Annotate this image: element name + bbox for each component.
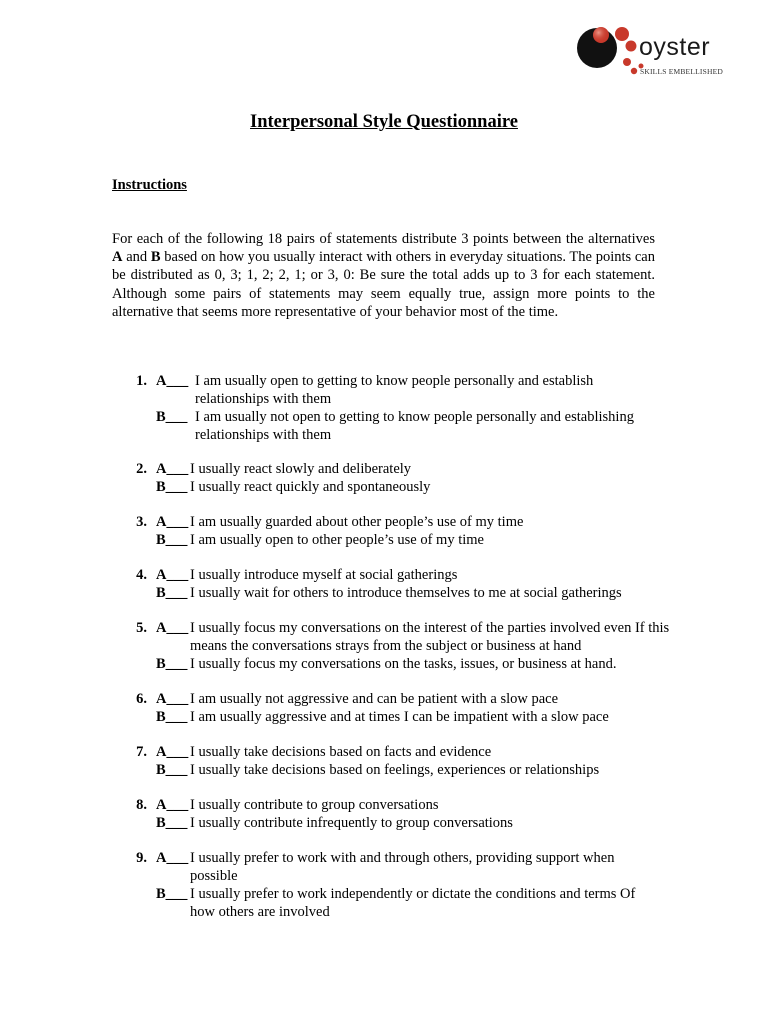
answer-blank-b[interactable]: B___ (156, 762, 188, 778)
statement-b: I am usually aggressive and at times I can be impatient with a slow pace (190, 709, 609, 725)
answer-blank-a[interactable]: A___ (156, 850, 189, 866)
question-5 (0, 619, 768, 673)
logo-wordmark: oyster (639, 33, 711, 61)
oyster-logo-icon (575, 22, 645, 80)
answer-blank-b[interactable]: B___ (156, 886, 188, 902)
question-number: 6. (136, 691, 147, 707)
oyster-logo (575, 22, 725, 80)
answer-blank-b[interactable]: B___ (156, 479, 188, 495)
page-title: Interpersonal Style Questionnaire (250, 112, 518, 132)
statement-a: I usually prefer to work with and through others, providing support when possible (190, 850, 615, 884)
question-7 (0, 743, 768, 779)
statement-a: I usually react slowly and deliberately (190, 461, 412, 477)
answer-blank-a[interactable]: A___ (156, 373, 189, 389)
question-1 (0, 372, 768, 444)
answer-blank-a[interactable]: A___ (156, 461, 189, 477)
question-8 (0, 796, 768, 832)
question-number: 5. (136, 620, 147, 636)
question-4 (0, 566, 768, 602)
statement-b: I usually wait for others to introduce themselves to me at social gatherings (190, 585, 622, 601)
question-number: 4. (136, 567, 147, 583)
question-number: 1. (136, 373, 147, 389)
answer-blank-a[interactable]: A___ (156, 691, 189, 707)
answer-blank-a[interactable]: A___ (156, 620, 189, 636)
answer-blank-a[interactable]: A___ (156, 797, 189, 813)
statement-a: I usually introduce myself at social gatherings (190, 567, 458, 583)
answer-blank-b[interactable]: B___ (156, 532, 188, 548)
question-number: 8. (136, 797, 147, 813)
question-list (0, 372, 768, 938)
statement-b: I am usually not open to getting to know people personally and establishing relationships with them (195, 409, 634, 443)
question-number: 2. (136, 461, 147, 477)
answer-blank-b[interactable]: B___ (156, 585, 188, 601)
statement-b: I usually contribute infrequently to group conversations (190, 815, 513, 831)
answer-blank-b[interactable]: B___ (156, 656, 188, 672)
answer-blank-b[interactable]: B___ (156, 709, 188, 725)
statement-a: I am usually guarded about other people’s use of my time (190, 514, 524, 530)
statement-b: I usually react quickly and spontaneously (190, 479, 431, 495)
question-9 (0, 849, 768, 921)
statement-a: I am usually open to getting to know people personally and establish relationships with them (195, 373, 594, 407)
statement-b: I usually take decisions based on feelings, experiences or relationships (190, 762, 600, 778)
statement-b: I am usually open to other people’s use of my time (190, 532, 484, 548)
statement-a: I usually focus my conversations on the interest of the parties involved even If this means the conversations strays from the subject or business at hand (190, 620, 670, 654)
statement-b: I usually focus my conversations on the tasks, issues, or business at hand. (190, 656, 617, 672)
answer-blank-a[interactable]: A___ (156, 744, 189, 760)
statement-b: I usually prefer to work independently or dictate the conditions and terms Of how others are involved (190, 886, 636, 920)
question-number: 9. (136, 850, 147, 866)
question-number: 3. (136, 514, 147, 530)
answer-blank-b[interactable]: B___ (156, 815, 188, 831)
question-number: 7. (136, 744, 147, 760)
instructions-paragraph: For each of the following 18 pairs of statements distribute 3 points between the alternatives A and B based on how you usually interact with others in everyday situations. The points can be distributed as 0, 3; 1, 2; 2, 1; or 3, 0: Be sure the total adds up to 3 for each statement. Although some pairs of statements may seem equally true, assign more points to the alternative that seems more representative of your behavior most of the time. (112, 231, 655, 320)
question-2 (0, 460, 768, 496)
statement-a: I usually contribute to group conversations (190, 797, 439, 813)
answer-blank-a[interactable]: A___ (156, 514, 189, 530)
statement-a: I am usually not aggressive and can be patient with a slow pace (190, 691, 559, 707)
instructions-heading: Instructions (112, 177, 187, 193)
question-3 (0, 513, 768, 549)
answer-blank-a[interactable]: A___ (156, 567, 189, 583)
logo-tagline: SKILLS EMBELLISHED (640, 67, 723, 76)
answer-blank-b[interactable]: B___ (156, 409, 188, 425)
question-6 (0, 690, 768, 726)
statement-a: I usually take decisions based on facts and evidence (190, 744, 492, 760)
